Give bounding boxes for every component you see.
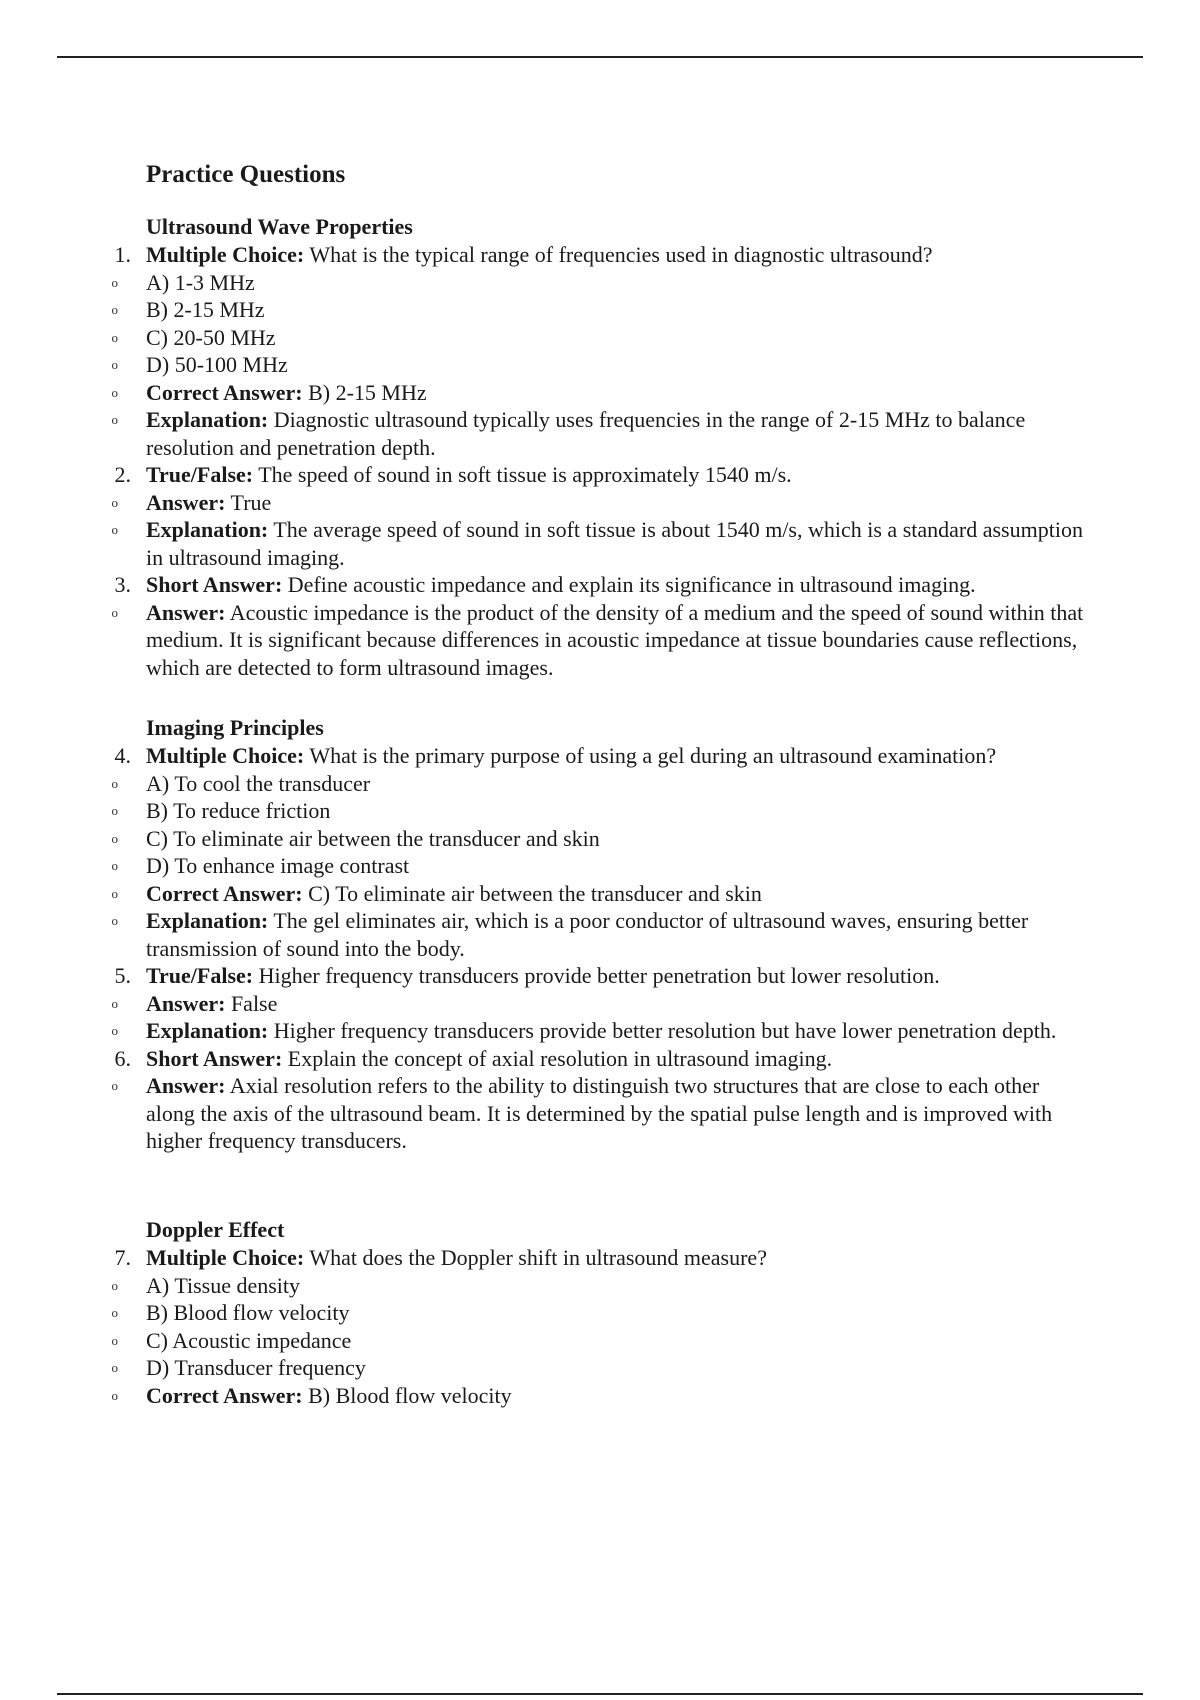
question-number: 4. xyxy=(114,743,131,768)
bottom-rule xyxy=(57,1693,1143,1695)
item-text: Explain the concept of axial resolution in ultrasound imaging. xyxy=(282,1045,833,1071)
item-text: Diagnostic ultrasound typically uses frequencies in the range of 2-15 MHz to balance resolution and penetration depth. xyxy=(146,407,1026,460)
answer-bullet-item xyxy=(0,379,1086,407)
item-label: Correct Answer: xyxy=(146,1382,303,1408)
item-label: True/False: xyxy=(146,462,254,487)
item-text: C) 20-50 MHz xyxy=(146,324,276,350)
item-label: True/False: xyxy=(146,963,254,988)
hollow-bullet-icon: o xyxy=(111,494,118,510)
hollow-bullet-icon: o xyxy=(111,412,118,427)
section-doppler-effect xyxy=(0,1216,1200,1409)
answer-bullet-item xyxy=(0,1072,1086,1155)
question-number: 2. xyxy=(114,462,131,487)
answer-bullet-item xyxy=(0,489,1086,517)
hollow-bullet-icon: o xyxy=(111,522,118,537)
answer-bullet-item xyxy=(0,797,1086,825)
item-label: Explanation: xyxy=(146,908,269,933)
answer-bullet-item xyxy=(0,269,1086,297)
question-item xyxy=(0,461,1086,489)
answer-bullet-item xyxy=(0,1272,1086,1300)
item-text: D) To enhance image contrast xyxy=(146,853,410,878)
item-label: Multiple Choice: xyxy=(146,1245,305,1270)
item-text: B) Blood flow velocity xyxy=(146,1300,350,1325)
item-label: Short Answer: xyxy=(146,1045,283,1071)
answer-bullet-item xyxy=(0,907,1086,962)
question-number: 7. xyxy=(114,1245,131,1270)
item-text: C) Acoustic impedance xyxy=(146,1327,352,1353)
section-heading: Imaging Principles xyxy=(146,715,324,740)
item-text: Higher frequency transducers provide better resolution but have lower penetration depth. xyxy=(268,1018,1057,1043)
hollow-bullet-icon: o xyxy=(111,913,118,928)
item-text: What is the typical range of frequencies used in diagnostic ultrasound? xyxy=(304,242,933,267)
hollow-bullet-icon: o xyxy=(111,1023,118,1038)
item-label: Answer: xyxy=(146,489,226,515)
answer-bullet-item xyxy=(0,852,1086,880)
hollow-bullet-icon: o xyxy=(111,803,118,818)
hollow-bullet-icon: o xyxy=(111,1305,118,1320)
item-text: B) Blood flow velocity xyxy=(302,1382,512,1408)
answer-bullet-item xyxy=(0,1382,1086,1410)
answer-bullet-item xyxy=(0,880,1086,908)
question-number: 3. xyxy=(114,572,131,597)
item-text: What does the Doppler shift in ultrasound measure? xyxy=(304,1245,767,1270)
page-title: Practice Questions xyxy=(146,161,346,188)
hollow-bullet-icon: o xyxy=(111,302,118,317)
section-heading: Doppler Effect xyxy=(146,1217,285,1242)
section-imaging-principles xyxy=(0,714,1200,1155)
item-text: A) To cool the transducer xyxy=(146,770,371,796)
item-label: Answer: xyxy=(146,1073,226,1098)
answer-bullet-item xyxy=(0,825,1086,853)
item-text: C) To eliminate air between the transducer and skin xyxy=(302,880,762,906)
question-item xyxy=(0,571,1086,599)
hollow-bullet-icon: o xyxy=(111,274,118,290)
item-label: Short Answer: xyxy=(146,572,283,597)
answer-bullet-item xyxy=(0,770,1086,798)
hollow-bullet-icon: o xyxy=(111,1078,118,1093)
item-label: Explanation: xyxy=(146,517,269,542)
item-text: D) Transducer frequency xyxy=(146,1355,366,1380)
item-text: B) 2-15 MHz xyxy=(302,379,427,405)
item-text: Higher frequency transducers provide better penetration but lower resolution. xyxy=(253,963,940,988)
hollow-bullet-icon: o xyxy=(111,858,118,873)
question-item xyxy=(0,962,1086,990)
section-ultrasound-wave-properties xyxy=(0,213,1200,681)
item-text: Define acoustic impedance and explain its significance in ultrasound imaging. xyxy=(282,572,976,597)
item-text: B) 2-15 MHz xyxy=(146,297,265,322)
item-label: Answer: xyxy=(146,990,226,1016)
hollow-bullet-icon: o xyxy=(111,1277,118,1293)
item-text: True xyxy=(225,489,272,515)
hollow-bullet-icon: o xyxy=(111,357,118,372)
question-item xyxy=(0,241,1086,269)
answer-bullet-item xyxy=(0,1327,1086,1355)
item-label: Correct Answer: xyxy=(146,880,303,906)
item-text: B) To reduce friction xyxy=(146,798,331,823)
section-heading: Ultrasound Wave Properties xyxy=(146,214,413,239)
item-text: A) Tissue density xyxy=(146,1272,301,1298)
hollow-bullet-icon: o xyxy=(111,604,118,620)
question-number: 6. xyxy=(114,1045,131,1071)
item-text: A) 1-3 MHz xyxy=(146,269,255,295)
item-text: The gel eliminates air, which is a poor conductor of ultrasound waves, ensuring better transmission of sound into the body. xyxy=(146,908,1029,961)
hollow-bullet-icon: o xyxy=(111,1387,118,1403)
answer-bullet-item xyxy=(0,1017,1086,1045)
answer-bullet-item xyxy=(0,1299,1086,1327)
answer-bullet-item xyxy=(0,599,1086,682)
answer-bullet-item xyxy=(0,406,1086,461)
hollow-bullet-icon: o xyxy=(111,885,118,901)
item-text: False xyxy=(225,990,278,1016)
item-label: Multiple Choice: xyxy=(146,743,305,768)
item-label: Multiple Choice: xyxy=(146,242,305,267)
hollow-bullet-icon: o xyxy=(111,1360,118,1375)
question-number: 5. xyxy=(114,963,131,988)
item-label: Explanation: xyxy=(146,407,269,432)
item-text: Axial resolution refers to the ability to distinguish two structures that are close to each other along the axis of the ultrasound beam. It is determined by the spatial pulse length and is improved with higher frequency transducers. xyxy=(146,1073,1053,1153)
hollow-bullet-icon: o xyxy=(111,384,118,400)
hollow-bullet-icon: o xyxy=(111,830,118,846)
item-text: D) 50-100 MHz xyxy=(146,352,288,377)
item-label: Answer: xyxy=(146,599,226,625)
hollow-bullet-icon: o xyxy=(111,1332,118,1348)
question-item xyxy=(0,742,1086,770)
hollow-bullet-icon: o xyxy=(111,995,118,1011)
item-text: What is the primary purpose of using a gel during an ultrasound examination? xyxy=(304,743,997,768)
item-label: Correct Answer: xyxy=(146,379,303,405)
question-number: 1. xyxy=(114,242,131,267)
answer-bullet-item xyxy=(0,296,1086,324)
question-item xyxy=(0,1045,1086,1073)
answer-bullet-item xyxy=(0,1354,1086,1382)
answer-bullet-item xyxy=(0,990,1086,1018)
question-item xyxy=(0,1244,1086,1272)
item-text: Acoustic impedance is the product of the density of a medium and the speed of sound within that medium. It is significant because differences in acoustic impedance at tissue boundaries cause reflections, which are detected to form ultrasound images. xyxy=(146,599,1084,680)
hollow-bullet-icon: o xyxy=(111,329,118,345)
hollow-bullet-icon: o xyxy=(111,775,118,791)
top-rule xyxy=(57,56,1143,58)
answer-bullet-item xyxy=(0,516,1086,571)
answer-bullet-item xyxy=(0,351,1086,379)
answer-bullet-item xyxy=(0,324,1086,352)
item-label: Explanation: xyxy=(146,1018,269,1043)
item-text: C) To eliminate air between the transducer and skin xyxy=(146,825,600,851)
item-text: The average speed of sound in soft tissue is about 1540 m/s, which is a standard assumption in ultrasound imaging. xyxy=(146,517,1083,570)
item-text: The speed of sound in soft tissue is approximately 1540 m/s. xyxy=(253,462,792,487)
